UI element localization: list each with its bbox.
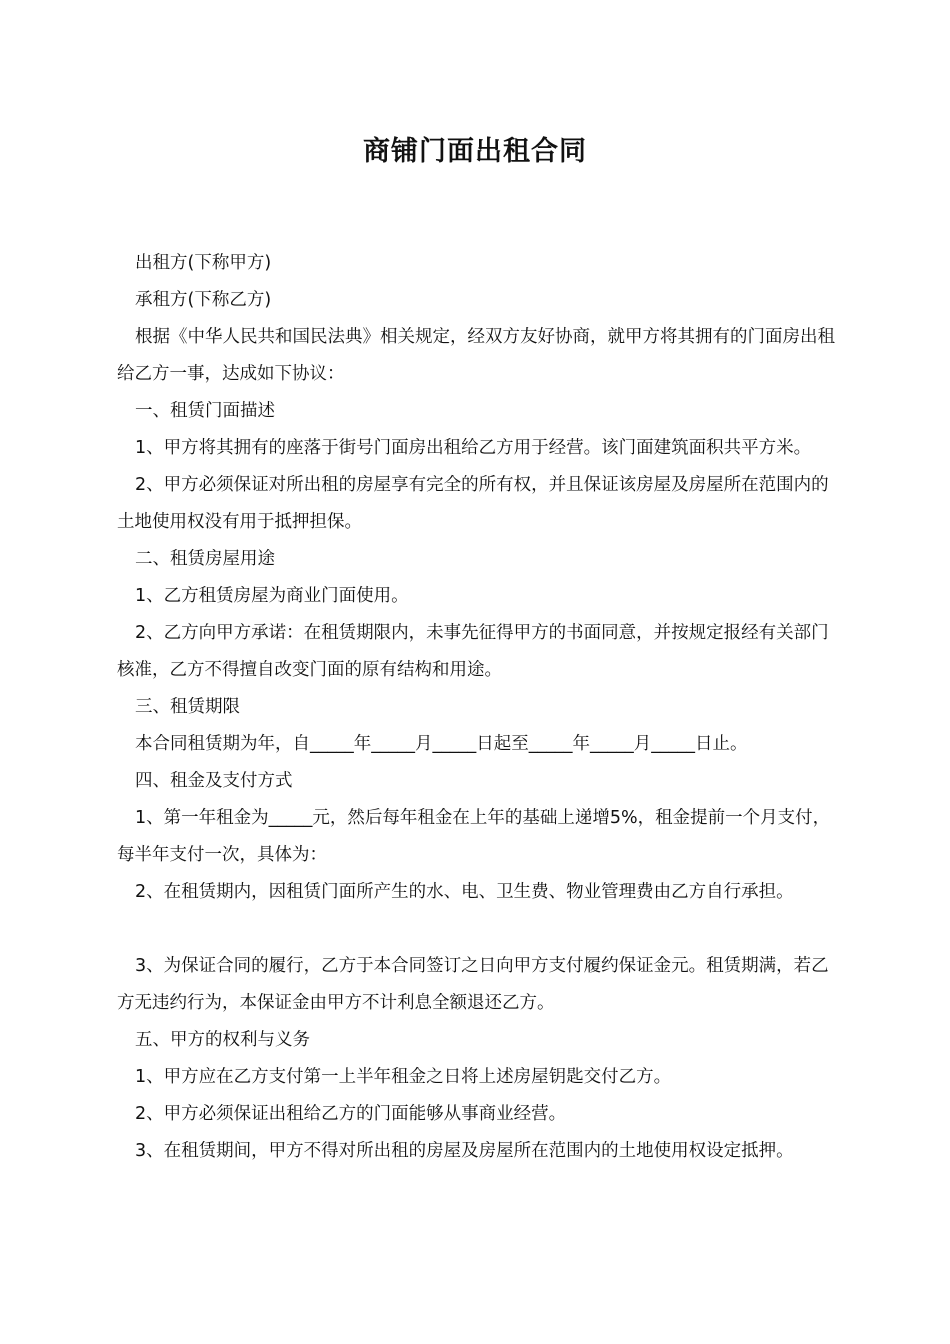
clause-5-1: 1、甲方应在乙方支付第一上半年租金之日将上述房屋钥匙交付乙方。 — [135, 1067, 672, 1087]
clause-2-1: 1、乙方租赁房屋为商业门面使用。 — [135, 586, 409, 606]
clause-5-3: 3、在租赁期间，甲方不得对所出租的房屋及房屋所在范围内的土地使用权设定抵押。 — [135, 1141, 794, 1161]
section-heading-5: 五、甲方的权利与义务 — [135, 1030, 310, 1050]
party-b-line: 承租方(下称乙方) — [135, 290, 272, 310]
section-heading-2: 二、租赁房屋用途 — [135, 549, 275, 569]
clause-1-1: 1、甲方将其拥有的座落于街号门面房出租给乙方用于经营。该门面建筑面积共平方米。 — [135, 438, 812, 458]
section-heading-3: 三、租赁期限 — [135, 697, 240, 717]
clause-4-3: 3、为保证合同的履行，乙方于本合同签订之日向甲方支付履约保证金元。租赁期满，若乙方无违约行为，本保证金由甲方不计利息全额退还乙方。 — [117, 956, 829, 1013]
clause-2-2: 2、乙方向甲方承诺：在租赁期限内，未事先征得甲方的书面同意，并按规定报经有关部门核准，乙方不得擅自改变门面的原有结构和用途。 — [117, 623, 829, 680]
term-clause: 本合同租赁期为年，自_____年_____月_____日起至_____年_____月_____日止。 — [135, 734, 748, 754]
section-heading-4: 四、租金及支付方式 — [135, 771, 293, 791]
document-body — [117, 245, 837, 1170]
clause-4-1: 1、第一年租金为_____元，然后每年租金在上年的基础上递增5%，租金提前一个月支付，每半年支付一次，具体为： — [117, 808, 831, 865]
blank-line — [117, 911, 837, 948]
clause-1-2: 2、甲方必须保证对所出租的房屋享有完全的所有权，并且保证该房屋及房屋所在范围内的土地使用权没有用于抵押担保。 — [117, 475, 829, 532]
party-a-line: 出租方(下称甲方) — [135, 253, 272, 273]
clause-4-2: 2、在租赁期内，因租赁门面所产生的水、电、卫生费、物业管理费由乙方自行承担。 — [135, 882, 794, 902]
preamble-paragraph: 根据《中华人民共和国民法典》相关规定，经双方友好协商，就甲方将其拥有的门面房出租给乙方一事，达成如下协议： — [117, 327, 835, 384]
section-heading-1: 一、租赁门面描述 — [135, 401, 275, 421]
document-title: 商铺门面出租合同 — [363, 136, 587, 167]
clause-5-2: 2、甲方必须保证出租给乙方的门面能够从事商业经营。 — [135, 1104, 567, 1124]
